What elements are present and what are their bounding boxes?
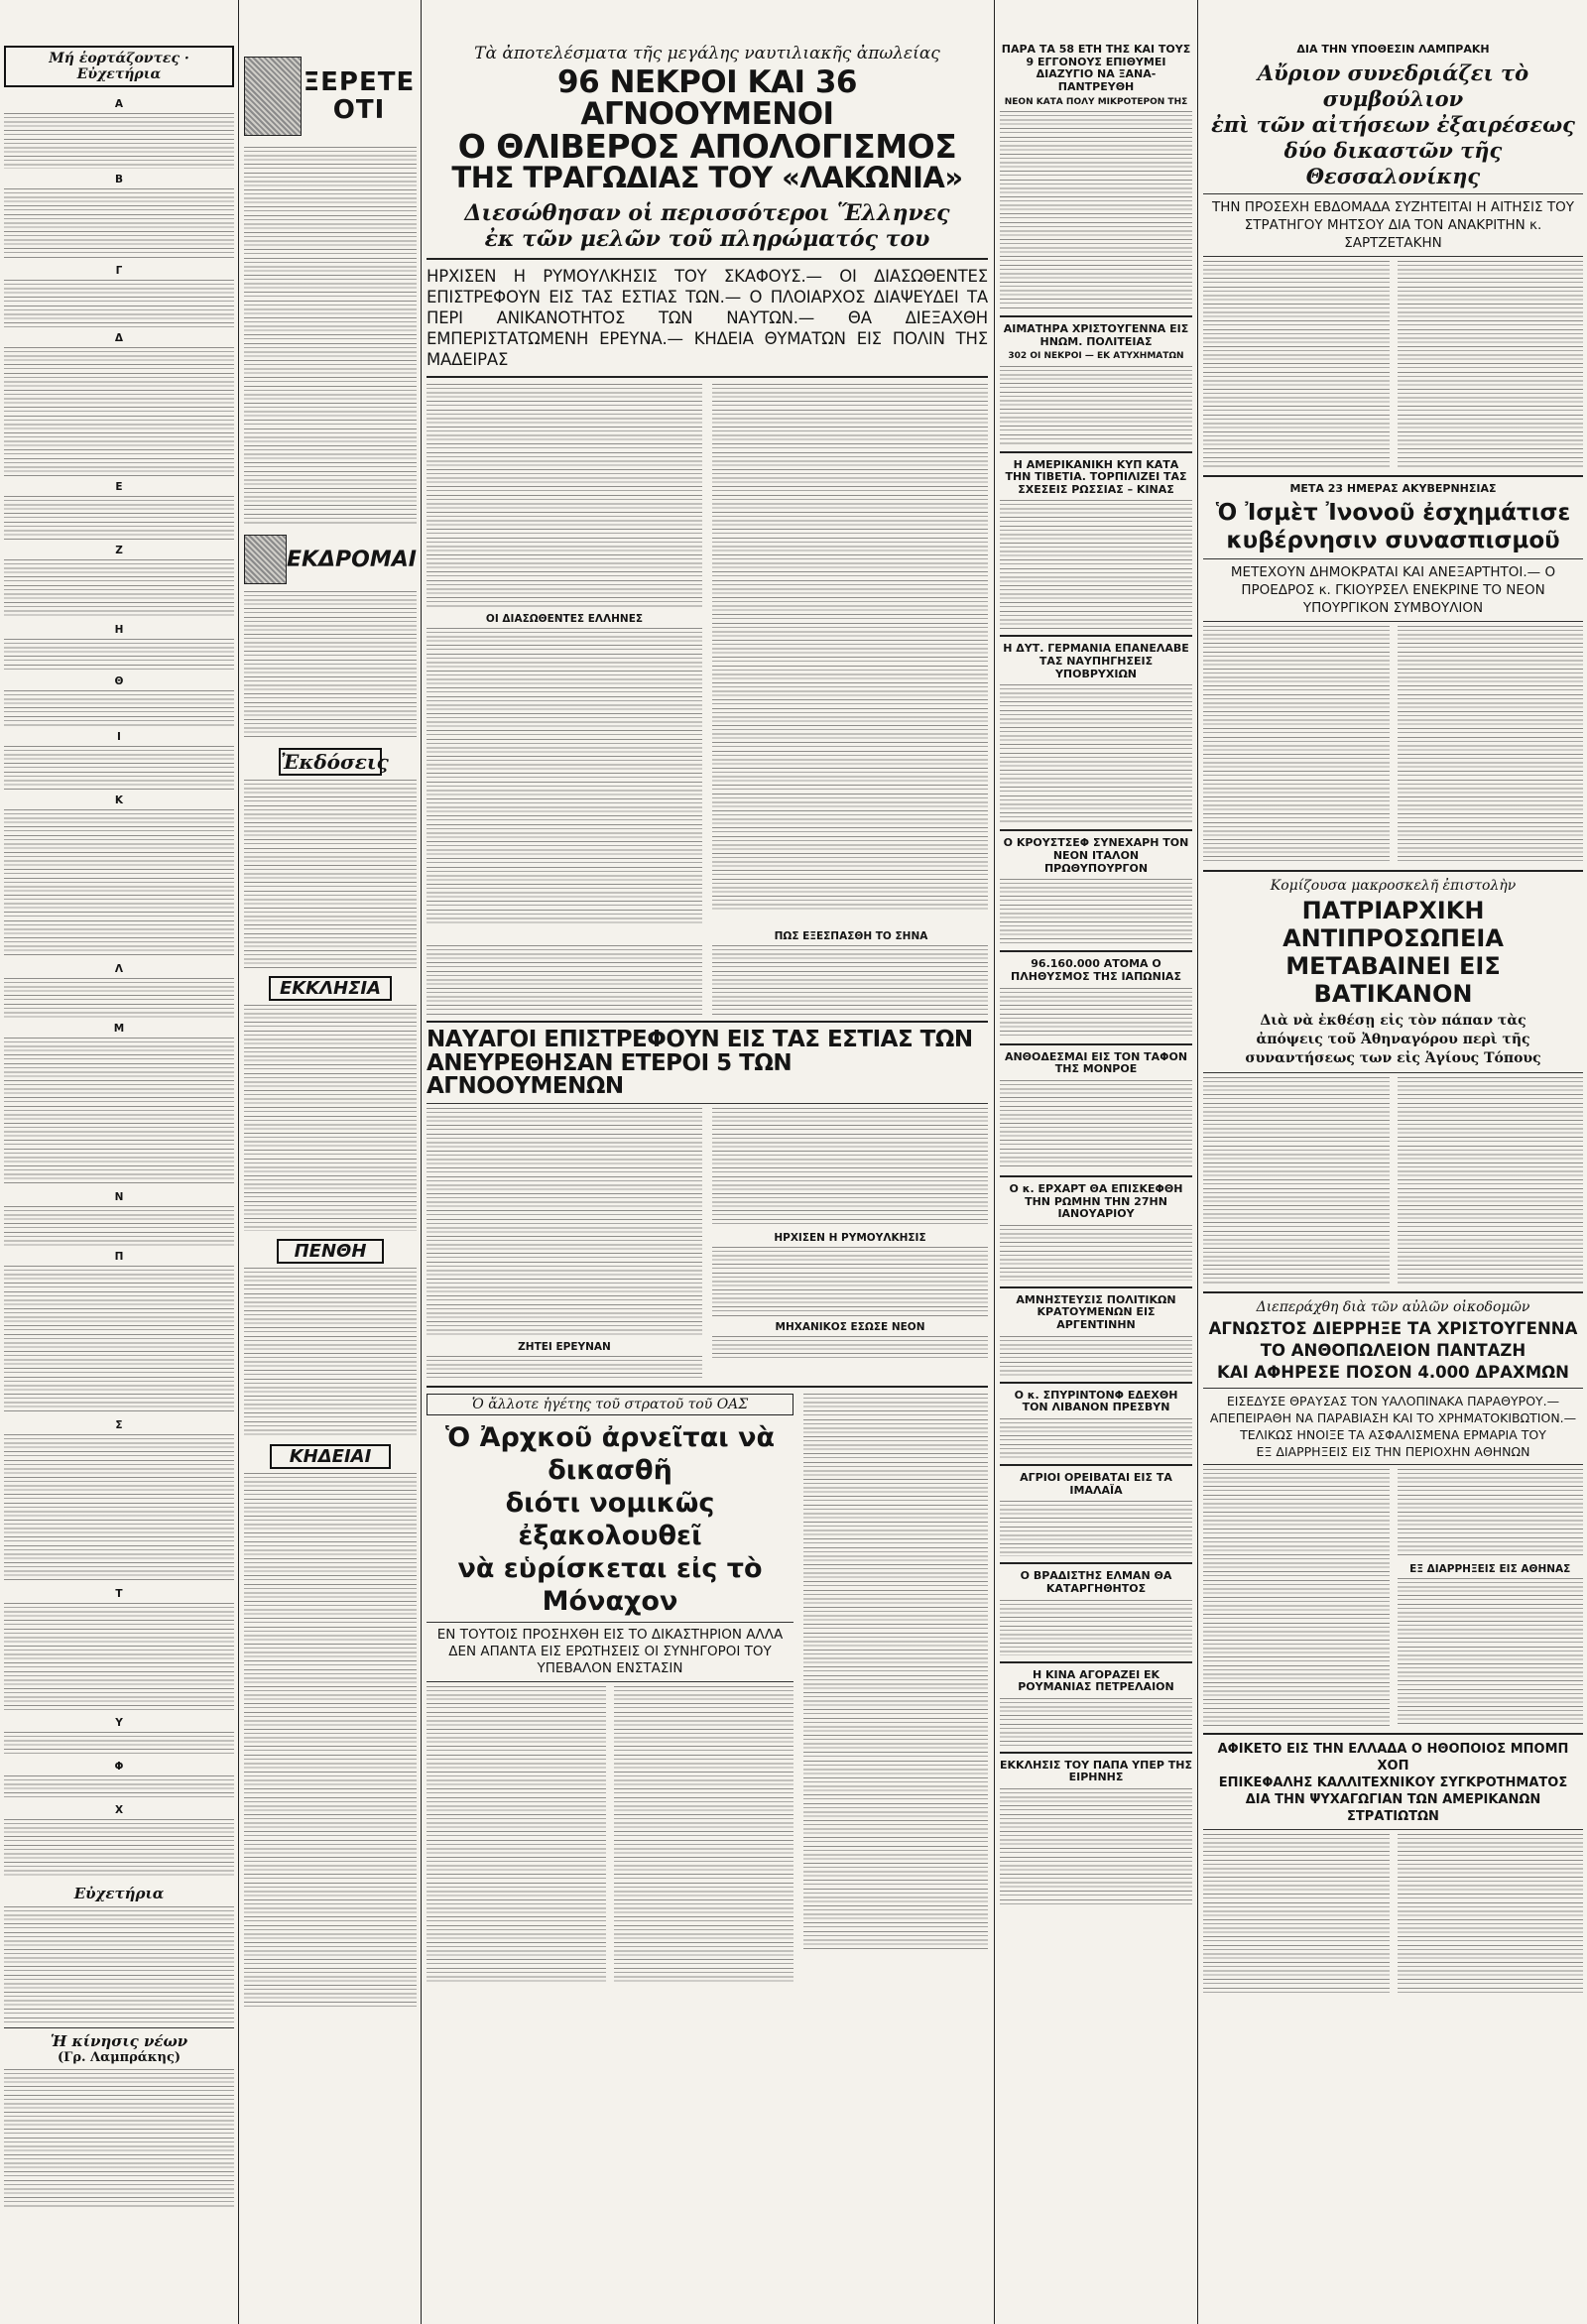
text-block: [1203, 261, 1390, 469]
text-block: [4, 113, 234, 169]
agrioi-headline: ΑΓΡΙΟΙ ΟΡΕΙΒΑΤΑΙ ΕΙΣ ΤΑ ΙΜΑΛΑΪΑ: [1020, 1470, 1172, 1497]
text-block: [4, 1775, 234, 1799]
patr-deck-1: Διὰ νὰ ἐκθέσῃ εἰς τὸν πάπαν τὰς: [1260, 1013, 1526, 1030]
text-block: [1203, 1834, 1390, 1993]
text-block: [1398, 1469, 1584, 1558]
letter-heading: Γ: [115, 265, 123, 277]
lambrakis-headline-2: ἐπὶ τῶν αἰτήσεων ἐξαιρέσεως: [1211, 111, 1575, 137]
diar-headline-3: ΚΑΙ ΑΦΗΡΕΣΕ ΠΟΣΟΝ 4.000 ΔΡΑΧΜΩΝ: [1217, 1363, 1569, 1383]
para-subheading: ΝΕΟΝ ΚΑΤΑ ΠΟΛΥ ΜΙΚΡΟΤΕΡΟΝ ΤΗΣ: [1004, 96, 1188, 107]
erxart-headline: Ο κ. ΕΡΧΑΡΤ ΘΑ ΕΠΙΣΚΕΦΘΗ ΤΗΝ ΡΩΜΗΝ ΤΗΝ 27ΗΝ ΙΑΝΟΥΑΡΙΟΥ: [1009, 1181, 1183, 1221]
text-block: [1000, 1788, 1192, 1907]
para-headline: ΠΑΡΑ ΤΑ 58 ΕΤΗ ΤΗΣ ΚΑΙ ΤΟΥΣ 9 ΕΓΓΟΝΟΥΣ ΕΠΙΘΥΜΕΙ ΔΙΑΖΥΓΙΟ ΝΑ ΞΑΝΑ-ΠΑΝΤΡΕΥΘΗ: [1001, 43, 1191, 93]
text-block: [427, 1356, 702, 1380]
iaponia-headline: 96.160.000 ΑΤΟΜΑ Ο ΠΛΗΘΥΣΜΟΣ ΤΗΣ ΙΑΠΩΝΙΑΣ: [1011, 957, 1181, 983]
text-block: [4, 2069, 234, 2208]
anthodesmai-headline: ΑΝΘΟΔΕΣΜΑΙ ΕΙΣ ΤΟΝ ΤΑΦΟΝ ΤΗΣ ΜΟΝΡΟΕ: [1004, 1049, 1188, 1076]
lead-headline-3: ΤΗΣ ΤΡΑΓΩΔΙΑΣ ΤΟΥ «ΛΑΚΩΝΙΑ»: [451, 160, 963, 194]
column-rule: [994, 0, 995, 2324]
lambrakis-deck: ΤΗΝ ΠΡΟΣΕΧΗ ΕΒΔΟΜΑΔΑ ΣΥΖΗΤΕΙΤΑΙ Η ΑΙΤΗΣΙΣ ΤΟΥ ΣΤΡΑΤΗΓΟΥ ΜΗΤΣΟΥ ΔΙΑ ΤΟΝ ΑΝΑΚΡΙΤΗΝ κ. ΣΑΡΤΖΕΤΑΚΗΝ: [1212, 198, 1574, 251]
text-block: [712, 945, 988, 1015]
subheading-athinas: ΕΞ ΔΙΑΡΡΗΞΕΙΣ ΕΙΣ ΑΘΗΝΑΣ: [1409, 1563, 1571, 1576]
text-block: [427, 628, 702, 925]
text-block: [1000, 111, 1192, 309]
text-block: [4, 809, 234, 958]
lambrakis-headline-3: δύο δικαστῶν τῆς Θεσσαλονίκης: [1283, 137, 1503, 188]
text-block: [4, 188, 234, 260]
text-block: [4, 1603, 234, 1712]
text-block: [4, 496, 234, 540]
column-greetings: [4, 0, 234, 2324]
ekdoseis-title: Ἐκδόσεις: [281, 750, 389, 774]
text-block: [427, 1686, 606, 1984]
letter-heading: Μ: [113, 1023, 125, 1035]
letter-heading: Η: [114, 624, 124, 636]
text-block: [4, 690, 234, 726]
diar-headline-1: ΑΓΝΩΣΤΟΣ ΔΙΕΡΡΗΞΕ ΤΑ ΧΡΙΣΤΟΥΓΕΝΝΑ: [1208, 1319, 1578, 1339]
cartoon-image: [244, 57, 302, 136]
lambrakis-headline-1: Αὔριον συνεδριάζει τὸ συμβούλιον: [1257, 60, 1529, 111]
subheading-pos: ΠΩΣ ΕΞΕΣΠΑΣΘΗ ΤΟ ΣΗΝΑ: [774, 930, 928, 943]
text-block: [1000, 1336, 1192, 1376]
text-block: [4, 978, 234, 1018]
aimatira-subheading: 302 ΟΙ ΝΕΚΡΟΙ — ΕΚ ΑΤΥΧΗΜΑΤΩΝ: [1008, 351, 1184, 362]
kinisi-heading: Ἡ κίνησις νέων: [50, 2032, 188, 2050]
lead-headline-2: Ο ΘΛΙΒΕΡΟΣ ΑΠΟΛΟΓΙΣΜΟΣ: [457, 127, 957, 167]
oas-headline-2: διότι νομικῶς ἐξακολουθεῖ: [505, 1487, 715, 1551]
lead-italic-2: ἐκ τῶν μελῶν τοῦ πληρώματός του: [484, 226, 930, 253]
text-block: [1000, 366, 1192, 445]
text-block: [712, 1108, 988, 1227]
oas-headline-1: Ὁ Ἀρχκοῦ ἀρνεῖται νὰ δικασθῆ: [444, 1421, 776, 1486]
text-block: [244, 1473, 417, 2009]
text-block: [1000, 1418, 1192, 1458]
letter-heading: Σ: [115, 1419, 123, 1431]
letter-heading: Ι: [117, 731, 121, 743]
greetings-header: Μή ἑορτάζοντες · Εὐχετήρια: [4, 46, 234, 87]
oas-headline-3: νὰ εὑρίσκεται εἰς τὸ Μόναχον: [457, 1552, 763, 1617]
patr-headline-2: ΜΕΤΑΒΑΙΝΕΙ ΕΙΣ ΒΑΤΙΚΑΝΟΝ: [1285, 952, 1501, 1009]
inonu-headline-2: κυβέρνησιν συνασπισμοῦ: [1226, 528, 1560, 554]
letter-heading: Κ: [114, 795, 124, 806]
text-block: [1000, 1080, 1192, 1169]
lead-deck: ΗΡΧΙΣΕΝ Η ΡΥΜΟΥΛΚΗΣΙΣ ΤΟΥ ΣΚΑΦΟΥΣ.— ΟΙ ΔΙΑΣΩΘΕΝΤΕΣ ΕΠΙΣΤΡΕΦΟΥΝ ΕΙΣ ΤΑΣ ΕΣΤΙΑΣ ΤΩΝ.— Ο ΠΛΟΙΑΡΧΟΣ ΔΙΑΨΕΥΔΕΙ ΤΑ ΠΕΡΙ ΑΝΙΚΑΝΟΤΗΤΟΣ ΤΩΝ ΝΑΥΤΩΝ.— ΘΑ ΔΙΕΞΑΧΘΗ ΕΜΠΕΡΙΣΤΑΤΩΜΕΝΗ ΕΡΕΥΝΑ.— ΚΗΔΕΙΑ ΘΥΜΑΤΩΝ ΕΙΣ ΠΟΛΙΝ ΤΗΣ ΜΑΔΕΙΡΑΣ: [427, 267, 988, 370]
subheading-zitei: ΖΗΤΕΙ ΕΡΕΥΝΑΝ: [518, 1340, 611, 1353]
text-block: [4, 1434, 234, 1583]
text-block: [1000, 500, 1192, 629]
kina-headline: Η ΚΙΝΑ ΑΓΟΡΑΖΕΙ ΕΚ ΡΟΥΜΑΝΙΑΣ ΠΕΤΡΕΛΑΙΟΝ: [1018, 1667, 1174, 1694]
bus-image: [244, 535, 287, 584]
text-block: [1398, 1578, 1584, 1727]
column-rule: [421, 0, 422, 2324]
kinisi-subheading: (Γρ. Λαμπράκης): [57, 2050, 182, 2065]
diar-headline-2: ΤΟ ΑΝΘΟΠΩΛΕΙΟΝ ΠΑΝΤΑΖΗ: [1260, 1341, 1526, 1361]
diar-deck-2: ΕΞ ΔΙΑΡΡΗΞΕΙΣ ΕΙΣ ΤΗΝ ΠΕΡΙΟΧΗΝ ΑΘΗΝΩΝ: [1256, 1444, 1530, 1460]
euchetiria-heading: Εὐχετήρια: [73, 1885, 165, 1902]
xerete-oti-title: ΞΕΡΕΤΕ ΟΤΙ: [303, 67, 416, 125]
inonu-deck: ΜΕΤΕΧΟΥΝ ΔΗΜΟΚΡΑΤΑΙ ΚΑΙ ΑΝΕΞΑΡΤΗΤΟΙ.— Ο ΠΡΟΕΔΡΟΣ κ. ΓΚΙΟΥΡΣΕΛ ΕΝΕΚΡΙΝΕ ΤΟ ΝΕΟΝ ΥΠΟΥΡΓΙΚΟΝ ΣΥΜΒΟΥΛΙΟΝ: [1230, 564, 1556, 617]
text-block: [4, 746, 234, 790]
letter-heading: Α: [114, 98, 124, 110]
oas-deck: ΕΝ ΤΟΥΤΟΙΣ ΠΡΟΣΗΧΘΗ ΕΙΣ ΤΟ ΔΙΚΑΣΤΗΡΙΟΝ ΑΛΛΑ ΔΕΝ ΑΠΑΝΤΑ ΕΙΣ ΕΡΩΤΗΣΕΙΣ ΟΙ ΣΥΝΗΓΟΡΟΙ ΤΟΥ ΥΠΕΒΑΛΟΝ ΕΝΣΤΑΣΙΝ: [436, 1626, 784, 1676]
letter-heading: Ζ: [115, 545, 123, 556]
text-block: [1000, 879, 1192, 944]
spyrintonf-headline: Ο κ. ΣΠΥΡΙΝΤΟΝΦ ΕΔΕΧΘΗ ΤΟΝ ΛΙΒΑΝΟΝ ΠΡΕΣΒΥΝ: [1014, 1388, 1178, 1414]
lead-headline-1: 96 ΝΕΚΡΟΙ ΚΑΙ 36 ΑΓΝΟΟΥΜΕΝΟΙ: [557, 64, 857, 132]
lambrakis-kicker: ΔΙΑ ΤΗΝ ΥΠΟΘΕΣΙΝ ΛΑΜΠΡΑΚΗ: [1296, 43, 1490, 56]
text-block: [4, 639, 234, 671]
text-block: [803, 1394, 988, 1949]
subheading-mixanikos: ΜΗΧΑΝΙΚΟΣ ΕΣΩΣΕ ΝΕΟΝ: [775, 1320, 925, 1333]
text-block: [1203, 626, 1390, 864]
oas-kicker: Ὁ ἄλλοτε ἡγέτης τοῦ στρατοῦ τοῦ ΟΑΣ: [427, 1394, 794, 1415]
naygoi-headline-2: ΑΝΕΥΡΕΘΗΣΑΝ ΕΤΕΡΟΙ 5 ΤΩΝ ΑΓΝΟΟΥΜΕΝΩΝ: [427, 1049, 793, 1100]
text-block: [4, 1038, 234, 1186]
text-block: [614, 1686, 794, 1984]
text-block: [4, 1266, 234, 1414]
amerikaniki-headline: Η ΑΜΕΡΙΚΑΝΙΚΗ ΚΥΠ ΚΑΤΑ ΤΗΝ ΤΙΒΕΤΙΑ. ΤΟΡΠΙΛΙΖΕΙ ΤΑΣ ΣΧΕΣΕΙΣ ΡΩΣΣΙΑΣ – ΚΙΝΑΣ: [1005, 457, 1187, 496]
text-block: [1203, 1469, 1390, 1727]
text-block: [427, 1108, 702, 1336]
text-block: [1000, 1698, 1192, 1746]
naygoi-headline-1: ΝΑΥΑΓΟΙ ΕΠΙΣΤΡΕΦΟΥΝ ΕΙΣ ΤΑΣ ΕΣΤΙΑΣ ΤΩΝ: [427, 1027, 973, 1053]
letter-heading: Λ: [114, 963, 124, 975]
letter-heading: Φ: [114, 1761, 124, 1773]
kideiai-title: ΚΗΔΕΙΑΙ: [270, 1444, 391, 1469]
lead-story: [427, 0, 988, 2324]
letter-heading: Ν: [114, 1191, 124, 1203]
hope-headline-3: ΔΙΑ ΤΗΝ ΨΥΧΑΓΩΓΙΑΝ ΤΩΝ ΑΜΕΡΙΚΑΝΩΝ ΣΤΡΑΤΙΩΤΩΝ: [1245, 1792, 1541, 1825]
amnisteiai-headline: ΑΜΝΗΣΤΕΥΣΙΣ ΠΟΛΙΤΙΚΩΝ ΚΡΑΤΟΥΜΕΝΩΝ ΕΙΣ ΑΡΓΕΝΤΙΝΗΝ: [1016, 1292, 1176, 1332]
patr-deck-2: ἀπόψεις τοῦ Ἀθηναγόρου περὶ τῆς: [1256, 1032, 1530, 1048]
letter-heading: Τ: [115, 1588, 123, 1600]
letter-heading: Π: [114, 1251, 124, 1263]
letter-heading: Ε: [115, 481, 123, 493]
text-block: [712, 1247, 988, 1316]
text-block: [4, 1206, 234, 1246]
text-block: [1000, 1600, 1192, 1655]
penthi-title: ΠΕΝΘΗ: [277, 1239, 384, 1264]
patr-kicker: Κομίζουσα μακροσκελῆ ἐπιστολὴν: [1270, 878, 1517, 895]
text-block: [1203, 1077, 1390, 1285]
column-foreign-news: [1000, 0, 1192, 2324]
hope-headline-2: ΕΠΙΚΕΦΑΛΗΣ ΚΑΛΛΙΤΕΧΝΙΚΟΥ ΣΥΓΚΡΟΤΗΜΑΤΟΣ: [1218, 1775, 1568, 1791]
text-block: [244, 780, 417, 968]
column-notices: [244, 0, 417, 2324]
text-block: [4, 1906, 234, 2023]
column-domestic-news: [1203, 0, 1583, 2324]
inonu-headline-1: Ὁ Ἰσμὲτ Ἰνονοῦ ἐσχημάτισε: [1215, 500, 1571, 527]
letter-heading: Δ: [114, 332, 124, 344]
lead-kicker: Τὰ ἀποτελέσματα τῆς μεγάλης ναυτιλιακῆς ἀπωλείας: [474, 44, 940, 63]
text-block: [244, 147, 417, 524]
text-block: [1398, 1834, 1584, 1993]
lead-italic-1: Διεσώθησαν οἱ περισσότεροι Ἕλληνες: [464, 200, 950, 227]
subheading-rymoulkisi: ΗΡΧΙΣΕΝ Η ΡΥΜΟΥΛΚΗΣΙΣ: [774, 1231, 926, 1244]
hope-headline-1: ΑΦΙΚΕΤΟ ΕΙΣ ΤΗΝ ΕΛΛΑΔΑ Ο ΗΘΟΠΟΙΟΣ ΜΠΟΜΠ ΧΟΠ: [1217, 1742, 1569, 1774]
germania-headline: Η ΔΥΤ. ΓΕΡΜΑΝΙΑ ΕΠΑΝΕΛΑΒΕ ΤΑΣ ΝΑΥΠΗΓΗΣΕΙΣ ΥΠΟΒΡΥΧΙΩΝ: [1003, 642, 1189, 680]
text-block: [4, 347, 234, 476]
patr-deck-3: συναντήσεως των εἰς Ἁγίους Τόπους: [1245, 1050, 1541, 1067]
diar-kicker: Διεπεράχθη διὰ τῶν αὐλῶν οἰκοδομῶν: [1256, 1299, 1530, 1316]
text-block: [1000, 988, 1192, 1038]
ekklisi-headline: ΕΚΚΛΗΣΙΣ ΤΟΥ ΠΑΠΑ ΥΠΕΡ ΤΗΣ ΕΙΡΗΝΗΣ: [1000, 1758, 1192, 1784]
text-block: [244, 1268, 417, 1436]
ekklisia-title: ΕΚΚΛΗΣΙΑ: [269, 976, 392, 1001]
text-block: [4, 559, 234, 619]
letter-heading: Θ: [114, 675, 124, 687]
diar-deck: ΕΙΣΕΔΥΣΕ ΘΡΑΥΣΑΣ ΤΟΝ ΥΑΛΟΠΙΝΑΚΑ ΠΑΡΑΘΥΡΟΥ.— ΑΠΕΠΕΙΡΑΘΗ ΝΑ ΠΑΡΑΒΙΑΣΗ ΚΑΙ ΤΟ ΧΡΗΜΑΤΟΚΙΒΩΤΙΟΝ.—ΤΕΛΙΚΩΣ ΗΝΟΙΞΕ ΤΑ ΑΣΦΑΛΙΣΜΕΝΑ ΕΡΜΑΡΙΑ ΤΟΥ: [1209, 1394, 1577, 1443]
text-block: [244, 591, 417, 740]
text-block: [712, 384, 988, 910]
ekdromai-title: ΕΚΔΡΟΜΑΙ: [286, 547, 417, 572]
text-block: [1000, 1225, 1192, 1281]
text-block: [1398, 626, 1584, 864]
subheading-diasothentes: ΟΙ ΔΙΑΣΩΘΕΝΤΕΣ ΕΛΛΗΝΕΣ: [485, 613, 644, 626]
text-block: [244, 1005, 417, 1231]
column-rule: [1197, 0, 1198, 2324]
letter-heading: Χ: [114, 1804, 124, 1816]
text-block: [4, 280, 234, 327]
letter-heading: Υ: [115, 1717, 123, 1729]
letter-heading: Β: [114, 174, 123, 185]
text-block: [4, 1732, 234, 1756]
aimatira-headline: ΑΙΜΑΤΗΡΑ ΧΡΙΣΤΟΥΓΕΝΝΑ ΕΙΣ ΗΝΩΜ. ΠΟΛΙΤΕΙΑΣ: [1003, 321, 1189, 348]
text-block: [1398, 1077, 1584, 1285]
patr-headline-1: ΠΑΤΡΙΑΡΧΙΚΗ ΑΝΤΙΠΡΟΣΩΠΕΙΑ: [1282, 897, 1504, 953]
vradistis-headline: Ο ΒΡΑΔΙΣΤΗΣ ΕΛΜΑΝ ΘΑ ΚΑΤΑΡΓΗΘΗΤΟΣ: [1020, 1569, 1172, 1595]
inonu-kicker: ΜΕΤΑ 23 ΗΜΕΡΑΣ ΑΚΥΒΕΡΝΗΣΙΑΣ: [1289, 481, 1497, 495]
text-block: [1000, 1501, 1192, 1556]
text-block: [427, 384, 702, 608]
kroysis-headline: Ο ΚΡΟΥΣΤΣΕΦ ΣΥΝΕΧΑΡΗ ΤΟΝ ΝΕΟΝ ΙΤΑΛΟΝ ΠΡΩΘΥΠΟΥΡΓΟΝ: [1003, 836, 1189, 875]
column-rule: [238, 0, 239, 2324]
text-block: [1000, 684, 1192, 823]
text-block: [712, 1336, 988, 1360]
text-block: [1398, 261, 1584, 469]
text-block: [4, 1819, 234, 1879]
